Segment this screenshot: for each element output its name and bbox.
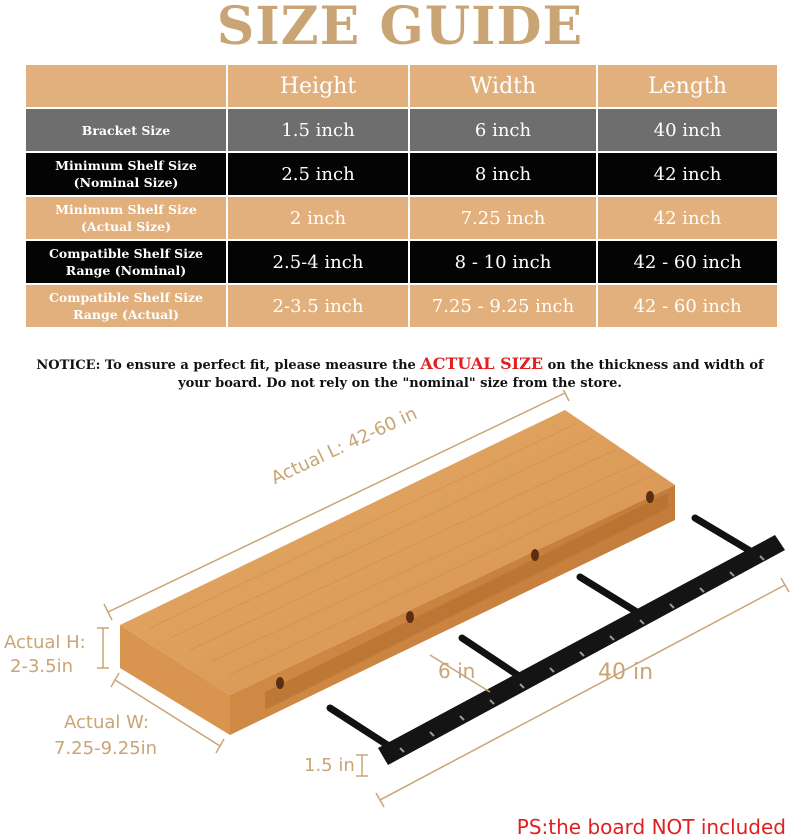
row-label: Bracket Size bbox=[25, 108, 227, 152]
header-blank bbox=[25, 64, 227, 108]
cell-length: 42 inch bbox=[597, 196, 778, 240]
bracket-hole bbox=[646, 491, 654, 503]
header-length: Length bbox=[597, 64, 778, 108]
width-label-line2: 7.25-9.25in bbox=[54, 738, 158, 759]
notice-highlight: ACTUAL SIZE bbox=[420, 354, 544, 373]
cell-width: 7.25 inch bbox=[409, 196, 597, 240]
cell-length: 42 - 60 inch bbox=[597, 284, 778, 328]
bracket-length-label: 40 in bbox=[598, 660, 654, 685]
row-label: Minimum Shelf Size (Actual Size) bbox=[25, 196, 227, 240]
cell-length: 42 - 60 inch bbox=[597, 240, 778, 284]
notice-prefix: NOTICE: To ensure a perfect fit, please measure the bbox=[36, 358, 416, 373]
cell-length: 40 inch bbox=[597, 108, 778, 152]
row-label: Compatible Shelf Size Range (Actual) bbox=[25, 284, 227, 328]
table-row bbox=[25, 240, 778, 284]
notice-suffix: on the thickness and width of your board. Do not rely on the "nominal" size from the store. bbox=[178, 358, 764, 391]
table-row bbox=[25, 108, 778, 152]
table-row bbox=[25, 152, 778, 196]
height-label-line2: 2-3.5in bbox=[10, 656, 73, 677]
cell-height: 2 inch bbox=[227, 196, 409, 240]
length-label: Actual L: 42-60 in bbox=[268, 403, 421, 490]
footer-note: PS:the board NOT included bbox=[516, 815, 786, 839]
cell-height: 2.5-4 inch bbox=[227, 240, 409, 284]
row-label: Minimum Shelf Size (Nominal Size) bbox=[25, 152, 227, 196]
table-header-row bbox=[25, 64, 778, 108]
cell-width: 6 inch bbox=[409, 108, 597, 152]
bracket-hole bbox=[406, 611, 414, 623]
table-row bbox=[25, 196, 778, 240]
notice-text bbox=[20, 355, 780, 393]
table-row bbox=[25, 284, 778, 328]
cell-width: 8 - 10 inch bbox=[409, 240, 597, 284]
cell-width: 7.25 - 9.25 inch bbox=[409, 284, 597, 328]
header-height: Height bbox=[227, 64, 409, 108]
page-title: SIZE GUIDE bbox=[216, 0, 584, 57]
bracket-hole bbox=[276, 677, 284, 689]
shelf-illustration bbox=[0, 390, 800, 840]
bracket-height-label: 1.5 in bbox=[304, 755, 355, 776]
cell-height: 2.5 inch bbox=[227, 152, 409, 196]
bracket-hole bbox=[531, 549, 539, 561]
cell-length: 42 inch bbox=[597, 152, 778, 196]
header-width: Width bbox=[409, 64, 597, 108]
bracket-width-label: 6 in bbox=[438, 659, 476, 683]
width-label-line1: Actual W: bbox=[64, 712, 149, 733]
cell-height: 1.5 inch bbox=[227, 108, 409, 152]
height-label-line1: Actual H: bbox=[4, 632, 86, 653]
cell-height: 2-3.5 inch bbox=[227, 284, 409, 328]
size-guide-table bbox=[24, 63, 779, 329]
cell-width: 8 inch bbox=[409, 152, 597, 196]
row-label: Compatible Shelf Size Range (Nominal) bbox=[25, 240, 227, 284]
